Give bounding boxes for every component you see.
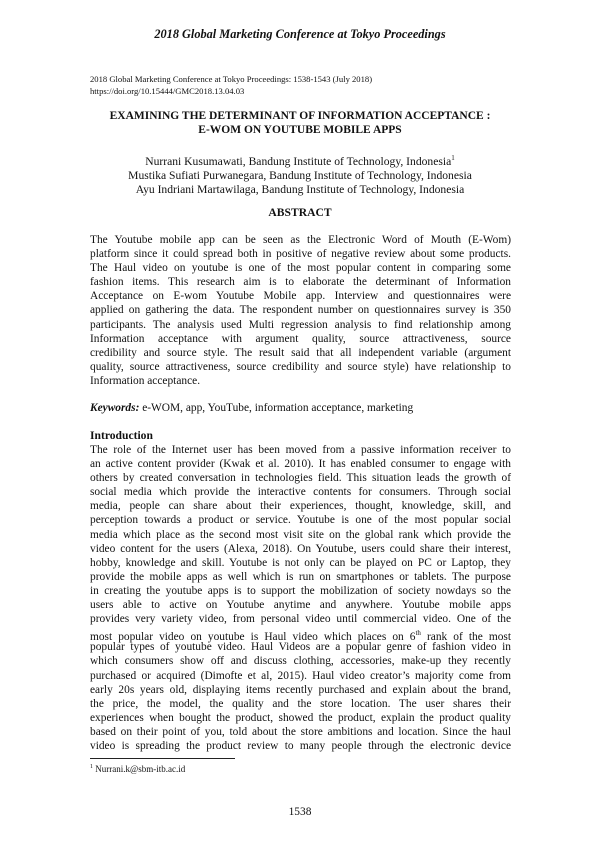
body-line: early 20s years old, displaying items recently purchased and explain about the brand, xyxy=(90,683,511,696)
author-list xyxy=(0,151,600,197)
abstract-line: Acceptance on E-wom Youtube Mobile app. Interview and questionnaires were xyxy=(90,290,511,303)
body-line: The role of the Internet user has been moved from a passive information receiver to xyxy=(90,444,511,456)
body-line: the price, the model, the quality and the store location. The user shares their xyxy=(90,697,511,710)
author-1-name: Nurrani Kusumawati, Bandung Institute of Technology, Indonesia xyxy=(145,154,452,168)
body-line: media, people can share about their experiences, thought, knowledge, skill, and xyxy=(90,500,511,513)
introduction-heading: Introduction xyxy=(90,429,153,442)
author-2: Mustika Sufiati Purwanegara, Bandung Institute of Technology, Indonesia xyxy=(128,168,472,182)
body-line: popular types of youtube video. Haul Videos are a popular genre of fashion video in xyxy=(90,641,511,654)
body-line: hobby, knowledge and skill. Youtube is not only can be played on PC or Laptop, they xyxy=(90,556,511,569)
doi-link[interactable]: https://doi.org/10.15444/GMC2018.13.04.03 xyxy=(90,86,245,96)
abstract-body xyxy=(90,233,511,388)
abstract-line: fashion items. This research aim is to elaborate the determinant of Information xyxy=(90,276,511,289)
abstract-line: applied on gathering the data. The respondent number on questionnaires survey is 350 xyxy=(90,304,511,317)
body-line: others by created conversation in technologies field. This situation leads the growth of xyxy=(90,472,511,485)
keywords xyxy=(90,402,413,414)
abstract-line: credibility and source style. The result said that all independent variable (argument xyxy=(90,346,511,359)
keywords-label: Keywords: xyxy=(90,402,140,414)
body-line: users able to active on Youtube anytime and anywhere. Youtube mobile apps xyxy=(90,599,511,612)
body-line: provides very variety video, from personal video until commercial video. One of the xyxy=(90,613,511,626)
body-line-part: most popular video on youtube is Haul video which places on 6 xyxy=(90,631,416,644)
citation-block xyxy=(90,73,510,97)
abstract-line: platform since it could spread both in positive of negative review about some products. xyxy=(90,248,511,261)
ordinal-suffix: th xyxy=(415,629,421,638)
citation-line: 2018 Global Marketing Conference at Tokyo Proceedings: 1538-1543 (July 2018) xyxy=(90,74,373,84)
body-line-part: rank of the most xyxy=(420,631,511,644)
body-line: experiences when bought the product, showed the product, explain the product quality xyxy=(90,711,511,724)
footnote-marker[interactable]: 1 xyxy=(451,154,455,162)
abstract-line: participants. The analysis used Multi regression analysis to find relationship among xyxy=(90,318,511,331)
body-line: an active content provider (Kwak et al. 2010). It has enabled consumer to engage with xyxy=(90,458,511,471)
abstract-heading: ABSTRACT xyxy=(268,206,332,219)
footnote-email[interactable]: Nurrani.k@sbm-itb.ac.id xyxy=(93,764,186,774)
body-line: social media which provide the interactive contents for consumers. Through social xyxy=(90,486,511,499)
running-head: 2018 Global Marketing Conference at Tokyo Proceedings xyxy=(154,27,446,41)
author-1 xyxy=(0,151,600,169)
body-line xyxy=(90,626,511,644)
body-line: in creating the youtube apps is to support the mobilization of society nowdays so the xyxy=(90,584,511,597)
title-line-1: EXAMINING THE DETERMINANT OF INFORMATION ACCEPTANCE : xyxy=(109,110,491,122)
footnote-divider xyxy=(90,758,235,759)
title-line-2: E-WOM ON YOUTUBE MOBILE APPS xyxy=(198,124,402,136)
abstract-line: Information acceptance. xyxy=(90,374,201,387)
body-line: based on their point of you, told about the store ambitions and location. Since the haul xyxy=(90,725,511,738)
abstract-line: Information acceptance with argument quality, source attractiveness, source xyxy=(90,332,511,345)
body-line: perception towards a product or service. Youtube is one of the most popular social xyxy=(90,514,511,527)
body-line: video content for the users (Alexa, 2018). On Youtube, users could share their interest, xyxy=(90,542,511,555)
body-line: media which place as the second most visit site on the global rank which provide the xyxy=(90,528,511,541)
body-line: provide the mobile apps as well which is run on smartphones or tablets. The purpose xyxy=(90,570,511,583)
abstract-line: The Youtube mobile app can be seen as the Electronic Word of Mouth (E-Wom) xyxy=(90,234,511,246)
footnote-mark: 1 xyxy=(90,764,93,770)
paper-title xyxy=(0,109,600,137)
author-3: Ayu Indriani Martawilaga, Bandung Institute of Technology, Indonesia xyxy=(135,182,465,196)
body-line: purchased or acquired (Dimofte et al, 2015). Haul video creator’s majority come from xyxy=(90,669,511,682)
abstract-line: quality, source attractiveness, source credibility and source style) have relationship to xyxy=(90,360,511,373)
footnote xyxy=(90,764,185,774)
introduction-body xyxy=(90,443,511,753)
keywords-text: e-WOM, app, YouTube, information acceptance, marketing xyxy=(139,402,414,414)
abstract-line: The Haul video on youtube is one of the most popular content in comparing some xyxy=(90,262,511,275)
body-line: video is spreading the product review to many people through the electronic device xyxy=(90,739,511,752)
body-line: which consumers show off and discuss clothing, accessories, make-up they recently xyxy=(90,655,511,668)
page-number: 1538 xyxy=(288,806,312,818)
